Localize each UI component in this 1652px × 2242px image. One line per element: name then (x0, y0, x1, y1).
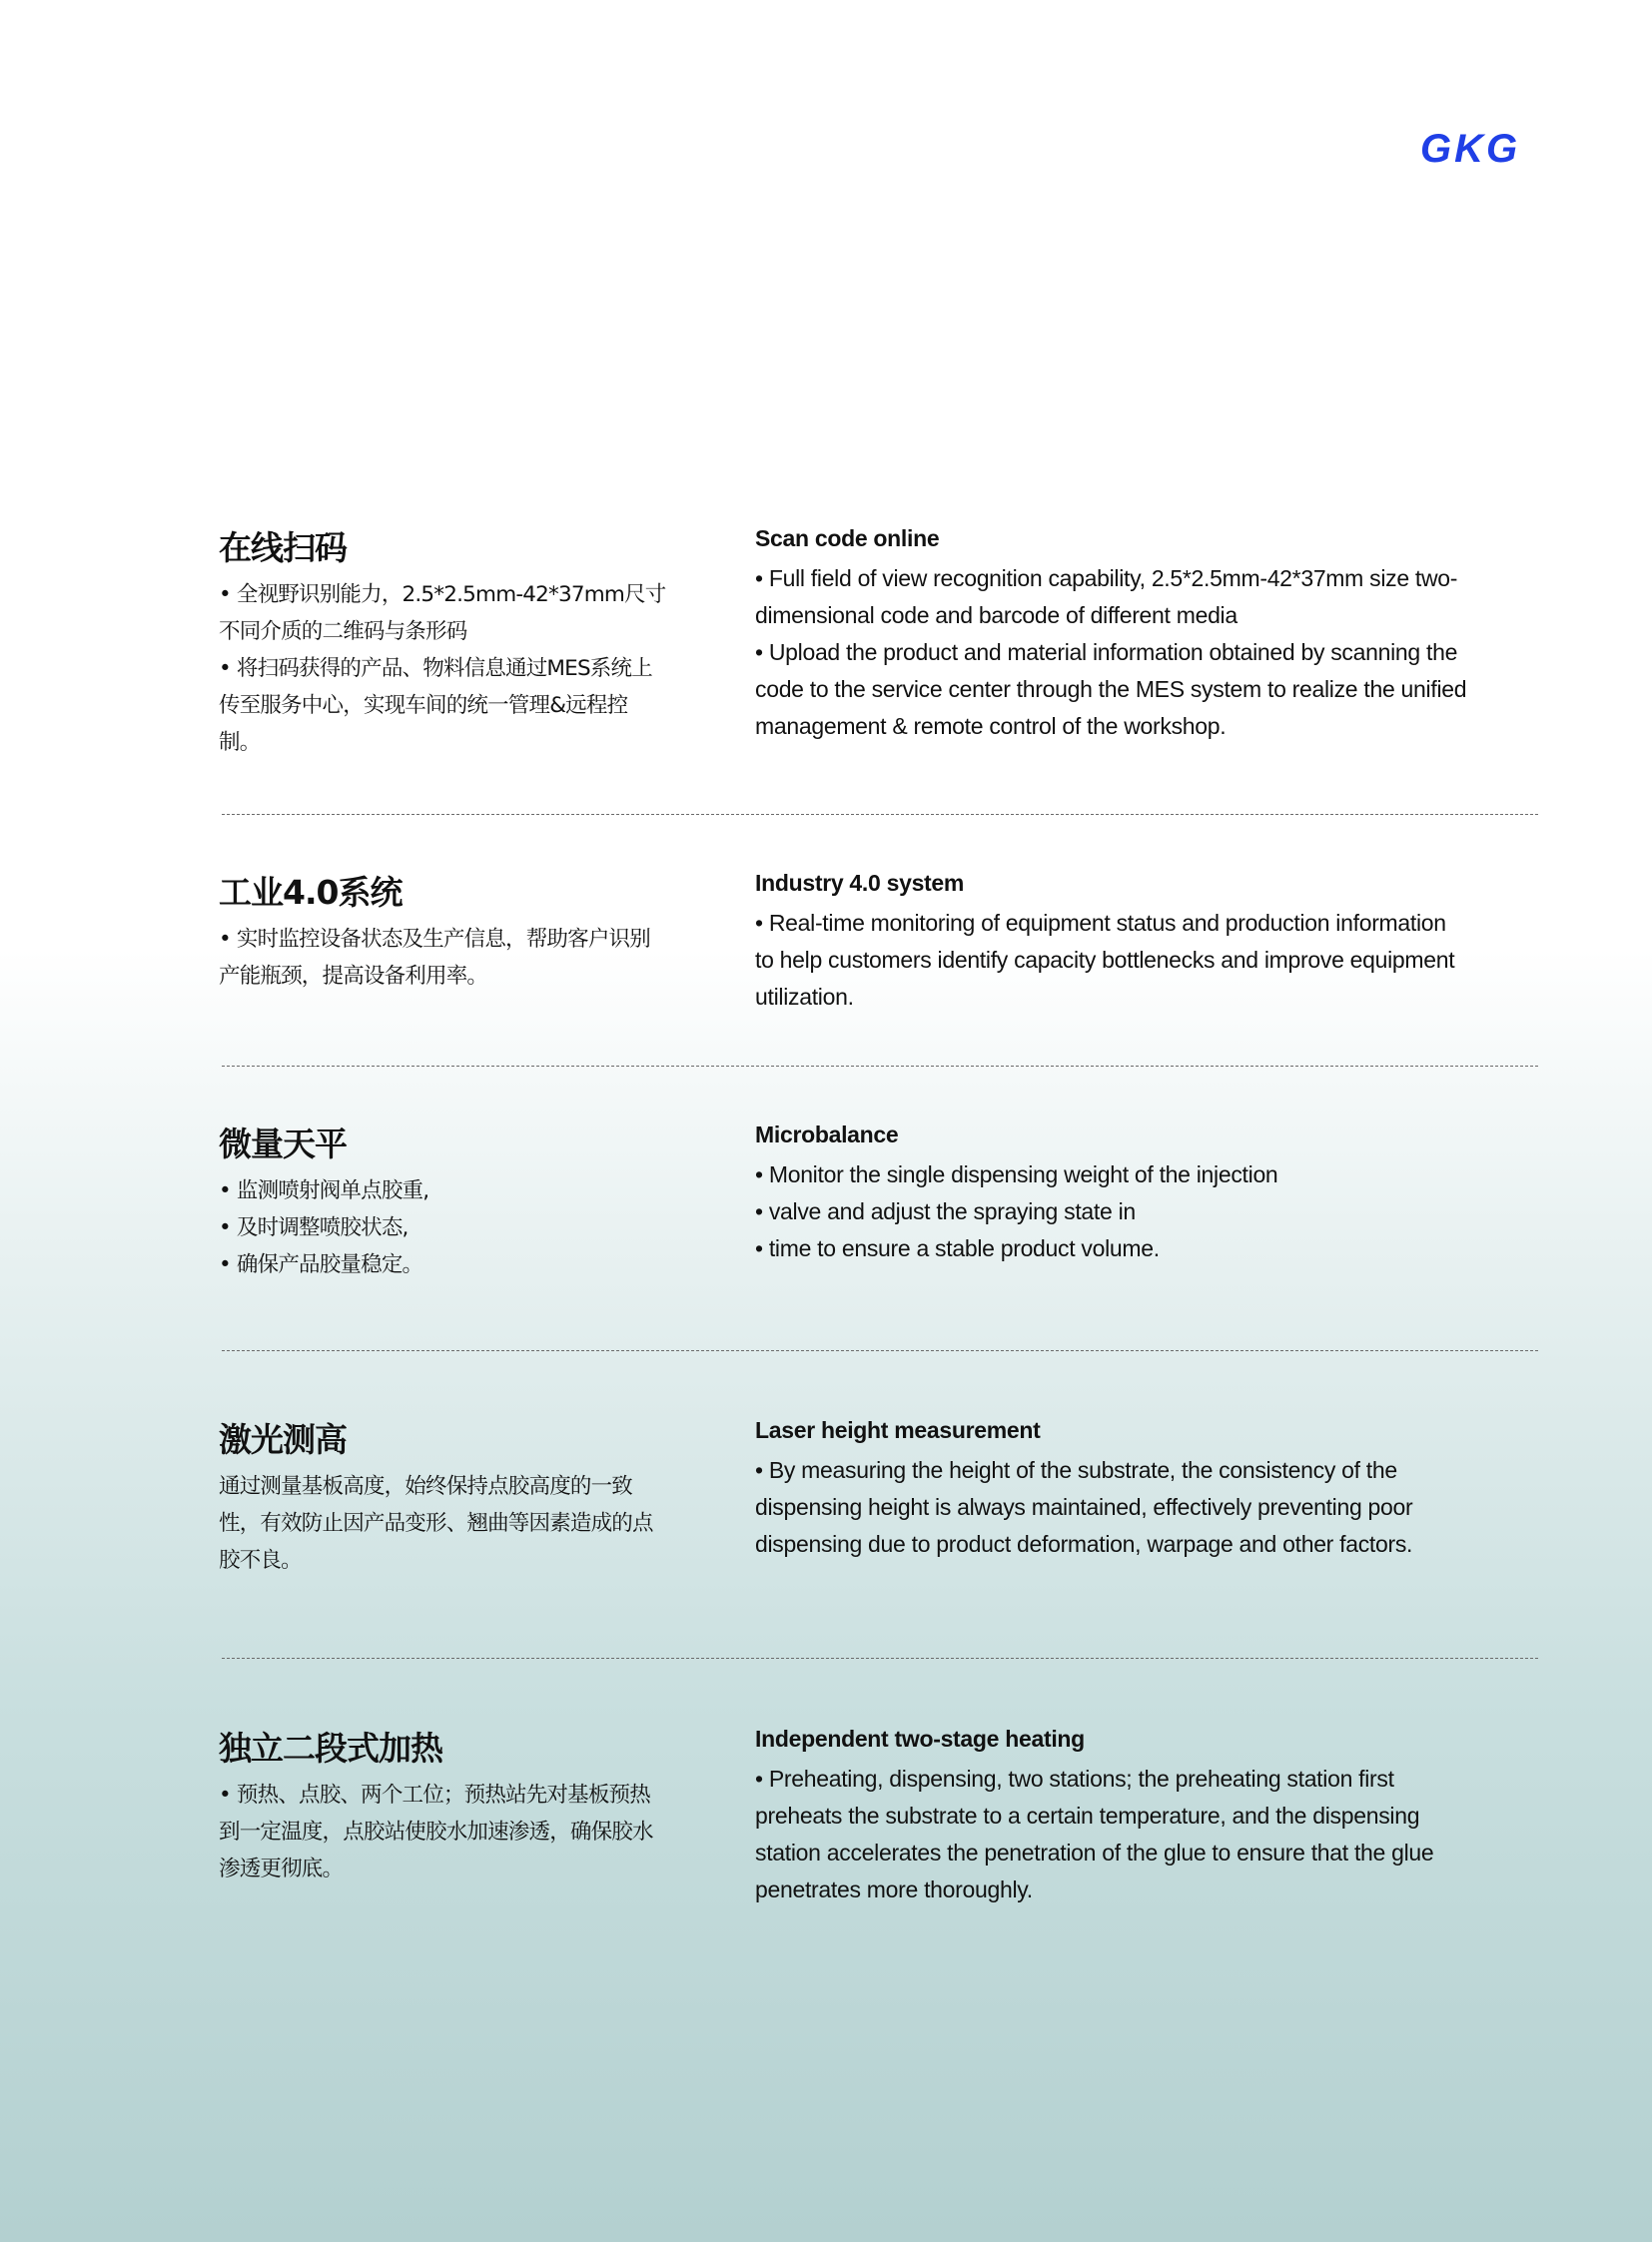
section-divider (222, 1350, 1538, 1351)
feature-en-line: penetrates more thoroughly. (755, 1876, 1033, 1902)
feature-en-title: Industry 4.0 system (755, 870, 965, 896)
feature-zh-line: 性，有效防止因产品变形、翘曲等因素造成的点 (219, 1511, 653, 1536)
feature-en-column (755, 1120, 1554, 1267)
feature-zh-line: 制。 (219, 730, 261, 755)
feature-en-line: dimensional code and barcode of different media (755, 602, 1238, 628)
feature-en-line: • time to ensure a stable product volume. (755, 1235, 1160, 1261)
feature-zh-line: 通过测量基板高度，始终保持点胶高度的一致 (219, 1474, 633, 1499)
feature-en-title: Microbalance (755, 1121, 899, 1147)
feature-zh-line: • 将扫码获得的产品、物料信息通过MES系统上 (219, 656, 652, 681)
feature-en-column (755, 523, 1554, 745)
feature-en-line: • By measuring the height of the substrate, the consistency of the (755, 1457, 1397, 1483)
section-divider (222, 814, 1538, 815)
feature-zh-line: 不同介质的二维码与条形码 (219, 619, 467, 644)
feature-en-column (755, 1415, 1554, 1563)
feature-zh-column (219, 1729, 698, 1887)
feature-zh-column (219, 1420, 698, 1579)
feature-en-line: • Real-time monitoring of equipment status and production information (755, 910, 1446, 936)
feature-en-line: dispensing due to product deformation, warpage and other factors. (755, 1531, 1413, 1557)
feature-en-column (755, 1724, 1554, 1908)
feature-en-line: • Full field of view recognition capability, 2.5*2.5mm-42*37mm size two- (755, 565, 1458, 591)
feature-zh-title: 激光测高 (219, 1420, 347, 1459)
feature-en-title: Independent two-stage heating (755, 1726, 1085, 1752)
feature-en-line: management & remote control of the workshop. (755, 713, 1227, 739)
feature-zh-column (219, 528, 698, 761)
gkg-logo (1418, 122, 1560, 172)
feature-en-line: • Monitor the single dispensing weight of the injection (755, 1161, 1278, 1187)
gkg-logo-mark (1418, 122, 1560, 172)
feature-zh-line: • 全视野识别能力，2.5*2.5mm-42*37mm尺寸 (219, 582, 666, 607)
feature-en-line: dispensing height is always maintained, effectively preventing poor (755, 1494, 1413, 1520)
feature-zh-title: 在线扫码 (219, 528, 347, 567)
feature-zh-line: 传至服务中心，实现车间的统一管理&远程控 (219, 693, 628, 718)
feature-zh-line: 产能瓶颈，提高设备利用率。 (219, 964, 488, 989)
section-divider (222, 1658, 1538, 1659)
feature-en-line: preheats the substrate to a certain temperature, and the dispensing (755, 1803, 1420, 1829)
feature-zh-title: 工业4.0系统 (219, 873, 403, 912)
feature-en-line: • Upload the product and material information obtained by scanning the (755, 639, 1458, 665)
feature-zh-column (219, 1124, 698, 1283)
feature-zh-line: 渗透更彻底。 (219, 1857, 344, 1881)
feature-zh-line: • 预热、点胶、两个工位；预热站先对基板预热 (219, 1783, 650, 1808)
feature-en-line: station accelerates the penetration of the glue to ensure that the glue (755, 1840, 1434, 1866)
feature-zh-title: 独立二段式加热 (219, 1729, 442, 1768)
feature-zh-column (219, 873, 698, 995)
feature-en-title: Scan code online (755, 525, 940, 551)
feature-en-line: utilization. (755, 984, 854, 1010)
feature-en-column (755, 868, 1554, 1016)
feature-en-line: code to the service center through the MES system to realize the unified (755, 676, 1467, 702)
feature-zh-line: 到一定温度，点胶站使胶水加速渗透，确保胶水 (219, 1820, 653, 1845)
feature-zh-title: 微量天平 (219, 1124, 347, 1163)
feature-en-line: • Preheating, dispensing, two stations; the preheating station first (755, 1766, 1394, 1792)
svg-text:GKG: GKG (1420, 127, 1521, 171)
feature-zh-line: 胶不良。 (219, 1548, 302, 1573)
feature-en-line: to help customers identify capacity bottlenecks and improve equipment (755, 947, 1455, 973)
feature-zh-line: • 及时调整喷胶状态, (219, 1215, 409, 1240)
feature-zh-line: • 实时监控设备状态及生产信息，帮助客户识别 (219, 927, 650, 952)
section-divider (222, 1066, 1538, 1067)
feature-zh-line: • 确保产品胶量稳定。 (219, 1252, 423, 1277)
feature-zh-line: • 监测喷射阀单点胶重, (219, 1178, 429, 1203)
feature-en-title: Laser height measurement (755, 1417, 1041, 1443)
feature-en-line: • valve and adjust the spraying state in (755, 1198, 1136, 1224)
